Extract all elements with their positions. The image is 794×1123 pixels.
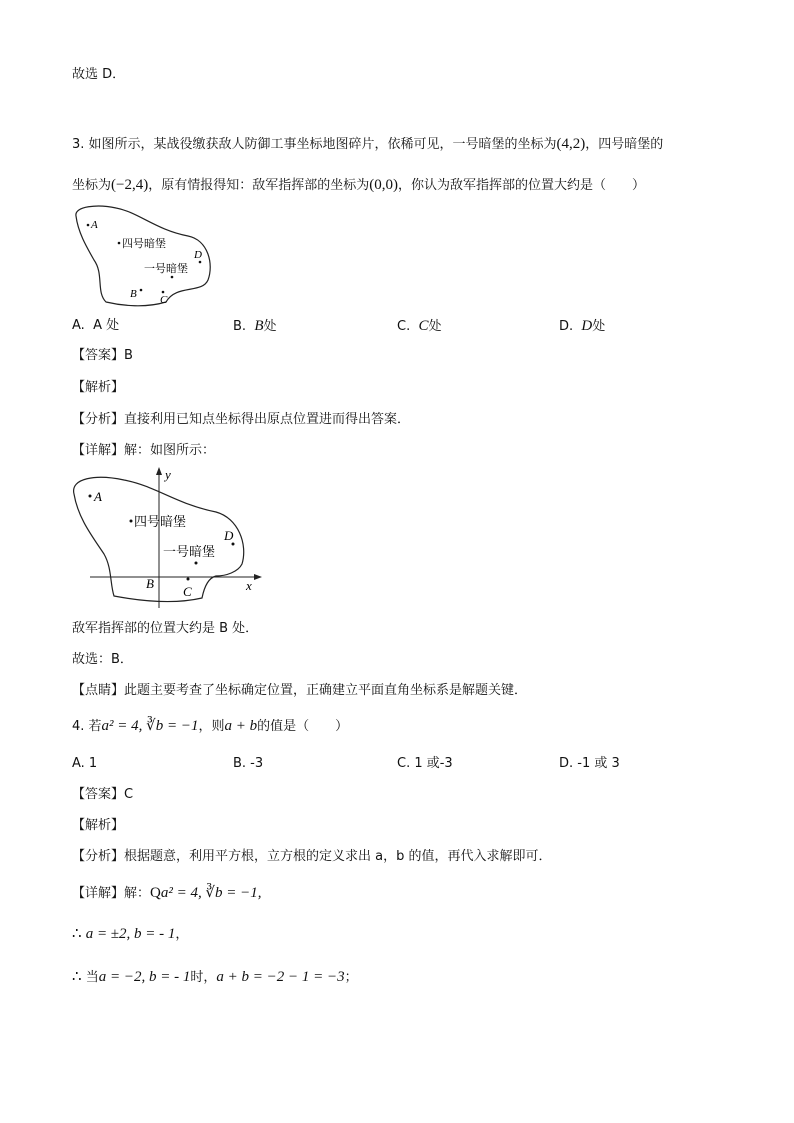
q3-dianjing-tag: 【点睛】 xyxy=(72,683,125,698)
q3-coord-origin: (0,0) xyxy=(369,177,398,193)
label-four: 四号暗堡 xyxy=(122,237,166,250)
label-four-2: 四号暗堡 xyxy=(134,515,187,530)
q3-answer-value: B xyxy=(124,348,133,363)
point-d-dot xyxy=(199,261,202,264)
q4-fenxi xyxy=(72,848,552,866)
q3-answer xyxy=(72,347,133,365)
point-c-dot xyxy=(162,291,165,294)
point-c-label: C xyxy=(160,294,168,306)
q3-option-a-text: A 处 xyxy=(93,318,120,333)
q3-stem-text-2: ，四号暗堡的 xyxy=(585,137,664,152)
q4-option-c[interactable]: C. 1 或-3 xyxy=(397,756,453,771)
q4-option-a[interactable]: A. 1 xyxy=(72,756,98,771)
q3-conclusion: 故选：B． xyxy=(72,652,133,667)
q3-stem-text-1: 3. 如图所示，某战役缴获敌人防御工事坐标地图碎片，依稀可见，一号暗堡的坐标为 xyxy=(72,137,557,152)
label-one-2: 一号暗堡 xyxy=(163,545,216,560)
q4-suffix-b: 的值是（ ） xyxy=(257,719,349,734)
q3-option-d[interactable] xyxy=(559,317,605,336)
q3-analysis-tag: 【解析】 xyxy=(72,380,125,395)
q3-dianjing-text: 此题主要考查了坐标确定位置，正确建立平面直角坐标系是解题关键． xyxy=(124,683,528,698)
q3-fenxi-text: 直接利用已知点坐标得出原点位置进而得出答案． xyxy=(124,412,411,427)
q4-step2 xyxy=(72,968,358,987)
q3-stem-text-4: ，原有情报得知：敌军指挥部的坐标为 xyxy=(148,178,370,193)
label-one: 一号暗堡 xyxy=(144,262,188,275)
q4-xiangjie-a: 解： xyxy=(124,886,151,901)
q4-step2-a: 当 xyxy=(85,970,99,985)
q3-xiangjie-tag: 【详解】 xyxy=(72,443,125,458)
q4-step2-b: 时， xyxy=(190,970,217,985)
x-axis-label: x xyxy=(246,578,252,593)
q3-coord-one: (4,2) xyxy=(556,136,586,152)
q4-expr-given: a² = 4, ∛b = −1 xyxy=(101,718,199,734)
q4-xiangjie xyxy=(72,884,262,903)
q4-answer-value: C xyxy=(124,787,134,802)
point-four-dot xyxy=(118,242,121,245)
point-one-dot xyxy=(171,276,174,279)
y-axis-label: y xyxy=(165,467,171,482)
q3-option-a[interactable] xyxy=(72,317,119,335)
q4-step2-expr2: a + b = −2 − 1 = −3 xyxy=(216,969,345,985)
q3-option-d-var: D xyxy=(581,318,593,334)
q3-option-c-text: 处 xyxy=(428,319,442,334)
point-a-dot xyxy=(87,224,90,227)
q3-option-b-letter: B. xyxy=(233,319,247,334)
q4-step1-end: ， xyxy=(175,927,189,942)
y-axis-arrow xyxy=(156,467,162,475)
q3-option-b[interactable] xyxy=(233,317,277,336)
q3-option-c[interactable] xyxy=(397,317,442,336)
q4-suffix-a: ，则 xyxy=(198,719,225,734)
q3-fenxi-tag: 【分析】 xyxy=(72,412,125,427)
q3-option-b-var: B xyxy=(254,318,264,334)
q4-because-symbol: Q xyxy=(150,885,161,901)
q4-option-d[interactable]: D. -1 或 3 xyxy=(559,756,620,771)
q3-option-d-text: 处 xyxy=(592,319,606,334)
point-b-label-2: B xyxy=(146,576,154,591)
point-one-dot-2 xyxy=(195,562,198,565)
point-a-label-2: A xyxy=(94,489,102,504)
q4-step2-end: ； xyxy=(344,970,358,985)
point-d-dot-2 xyxy=(232,543,235,546)
q4-option-b[interactable]: B. -3 xyxy=(233,756,264,771)
point-c-dot-2 xyxy=(187,578,190,581)
q3-stem-text-3: 坐标为 xyxy=(72,178,112,193)
q4-fenxi-text: 根据题意，利用平方根，立方根的定义求出 a，b 的值，再代入求解即可． xyxy=(124,849,552,864)
q3-stem-line2 xyxy=(72,176,645,195)
q3-coord-four: (−2,4) xyxy=(111,177,149,193)
q4-step2-expr1: a = −2, b = - 1 xyxy=(98,969,191,985)
q4-xiangjie-expr: a² = 4, ∛b = −1, xyxy=(160,885,262,901)
q4-step1-expr: a = ±2, b = - 1 xyxy=(85,926,176,942)
q4-therefore-symbol-2: ∴ xyxy=(72,969,82,985)
previous-conclusion: 故选 D． xyxy=(72,67,126,82)
q4-step1 xyxy=(72,925,188,944)
q3-fenxi xyxy=(72,411,410,429)
point-b-dot xyxy=(140,289,143,292)
q4-answer xyxy=(72,786,133,804)
q3-option-c-var: C xyxy=(418,318,429,334)
point-d-label-2: D xyxy=(224,528,234,543)
q3-answer-tag: 【答案】 xyxy=(72,348,125,363)
q3-option-a-letter: A. xyxy=(72,318,85,333)
q3-stem-text-5: ，你认为敌军指挥部的位置大约是（ ） xyxy=(397,178,645,193)
q3-dianjing xyxy=(72,682,527,700)
q3-option-d-letter: D. xyxy=(559,319,574,334)
q3-option-b-text: 处 xyxy=(263,319,277,334)
q4-stem xyxy=(72,717,348,736)
q4-xiangjie-tag: 【详解】 xyxy=(72,886,125,901)
point-b-label: B xyxy=(130,288,137,300)
q4-fenxi-tag: 【分析】 xyxy=(72,849,125,864)
q4-analysis-tag: 【解析】 xyxy=(72,818,125,833)
q4-expr-sum: a + b xyxy=(224,718,258,734)
q4-prefix: 4. 若 xyxy=(72,719,102,734)
q3-axes-figure xyxy=(66,464,266,612)
point-c-label-2: C xyxy=(183,584,192,599)
q3-result: 敌军指挥部的位置大约是 B 处． xyxy=(72,621,259,636)
point-a-dot-2 xyxy=(89,495,92,498)
point-d-label: D xyxy=(194,249,202,261)
point-four-dot-2 xyxy=(130,520,133,523)
q3-xiangjie-text: 解：如图所示： xyxy=(124,443,216,458)
q3-map-figure xyxy=(68,202,228,310)
q3-option-c-letter: C. xyxy=(397,319,411,334)
x-axis-arrow xyxy=(254,574,262,580)
q4-therefore-symbol-1: ∴ xyxy=(72,926,82,942)
q3-stem-line1 xyxy=(72,135,663,154)
point-a-label: A xyxy=(91,219,98,231)
q4-answer-tag: 【答案】 xyxy=(72,787,125,802)
q3-xiangjie xyxy=(72,442,215,460)
